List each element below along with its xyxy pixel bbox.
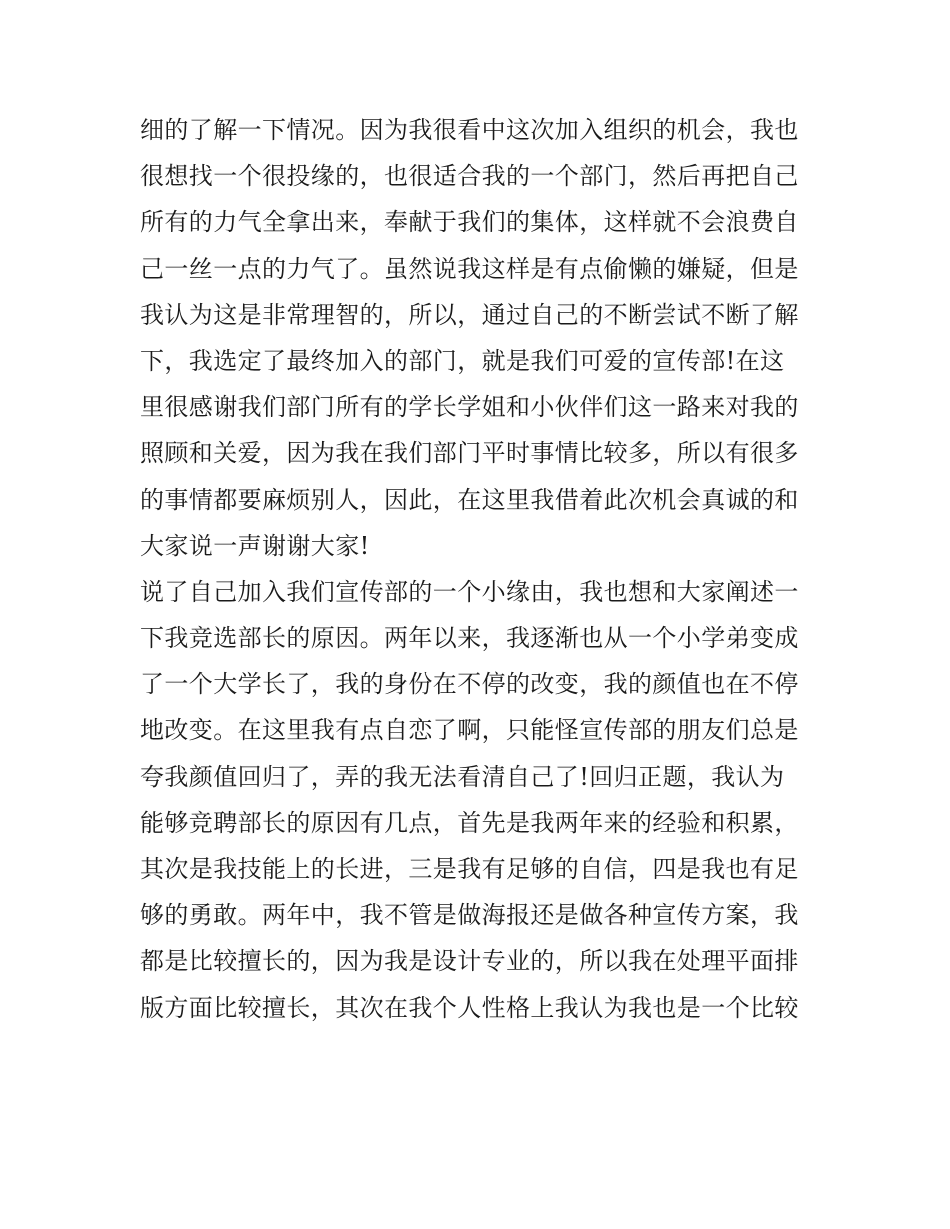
text-line-17: 其次是我技能上的长进，三是我有足够的自信，四是我也有足 <box>140 855 799 883</box>
text-line-11: 说了自己加入我们宣传部的一个小缘由，我也想和大家阐述一 <box>140 577 799 606</box>
text-line-10: 大家说一声谢谢大家! <box>140 531 370 560</box>
text-line-9: 的事情都要麻烦别人，因此，在这里我借着此次机会真诚的和 <box>140 485 799 514</box>
text-line-8: 照顾和关爱，因为我在我们部门平时事情比较多，所以有很多 <box>140 439 799 468</box>
text-line-3: 所有的力气全拿出来，奉献于我们的集体，这样就不会浪费自 <box>140 208 799 237</box>
text-line-4: 己一丝一点的力气了。虽然说我这样是有点偷懒的嫌疑，但是 <box>140 254 799 283</box>
text-line-18: 够的勇敢。两年中，我不管是做海报还是做各种宣传方案，我 <box>140 901 799 930</box>
text-line-19: 都是比较擅长的，因为我是设计专业的，所以我在处理平面排 <box>140 947 799 976</box>
text-line-5: 我认为这是非常理智的，所以，通过自己的不断尝试不断了解 <box>140 300 799 329</box>
text-line-16: 能够竞聘部长的原因有几点，首先是我两年来的经验和积累， <box>140 808 799 837</box>
text-line-14: 地改变。在这里我有点自恋了啊，只能怪宣传部的朋友们总是 <box>140 716 799 745</box>
text-line-12: 下我竞选部长的原因。两年以来，我逐渐也从一个小学弟变成 <box>140 624 799 653</box>
text-line-7: 里很感谢我们部门所有的学长学姐和小伙伴们这一路来对我的 <box>140 393 799 422</box>
text-line-13: 了一个大学长了，我的身份在不停的改变，我的颜值也在不停 <box>140 670 799 699</box>
body-text <box>140 107 820 1031</box>
text-line-20: 版方面比较擅长，其次在我个人性格上我认为我也是一个比较 <box>140 993 799 1022</box>
text-line-1: 细的了解一下情况。因为我很看中这次加入组织的机会，我也 <box>140 116 799 144</box>
text-line-2: 很想找一个很投缘的，也很适合我的一个部门，然后再把自己 <box>140 162 799 191</box>
text-line-6: 下，我选定了最终加入的部门，就是我们可爱的宣传部!在这 <box>140 346 785 375</box>
text-line-15: 夸我颜值回归了，弄的我无法看清自己了!回归正题，我认为 <box>140 762 785 791</box>
